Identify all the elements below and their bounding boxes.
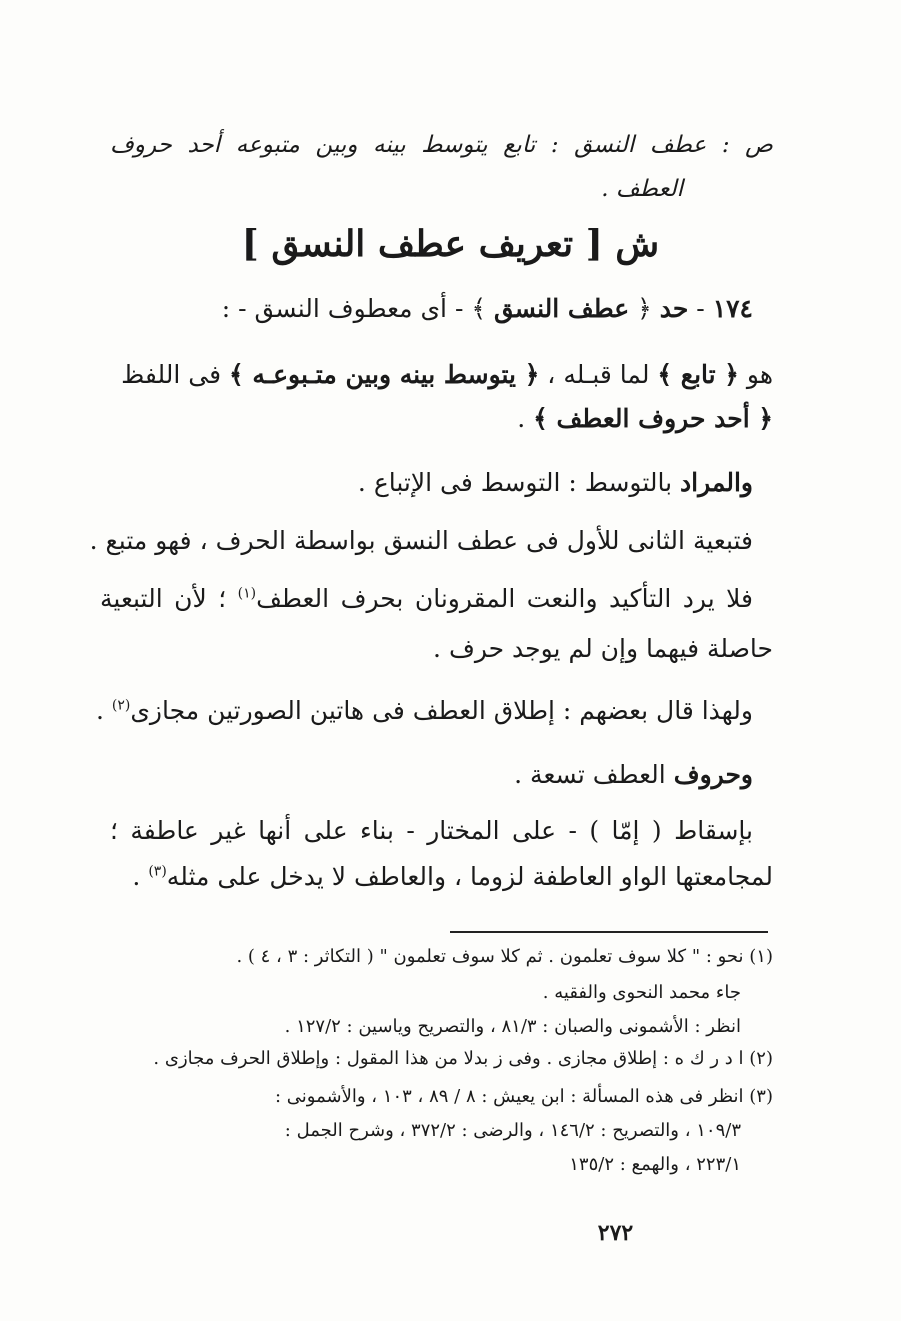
matn-line-1: ص : عطف النسق : تابع يتوسط بينه وبين متبوعه أحد حروف bbox=[110, 132, 773, 158]
footnote-divider bbox=[450, 931, 768, 933]
para5 bbox=[95, 694, 753, 728]
entry-dash: - bbox=[688, 294, 713, 323]
para4-line-2: حاصلة فيهما وإن لم يوجد حرف . bbox=[433, 634, 773, 663]
section-heading: ش [ تعريف عطف النسق ] bbox=[241, 223, 660, 265]
para1-term-huruf: ﴿ أحد حروف العطف ﴾ bbox=[533, 404, 773, 433]
para6-bold: وحروف bbox=[673, 760, 753, 789]
footnote-1-line-2: جاء محمد النحوى والفقيه . bbox=[542, 982, 741, 1003]
close-bracket: ﴾ bbox=[463, 294, 494, 323]
para1-term-tabi: ﴿ تابع ﴾ bbox=[657, 360, 739, 389]
definition-gloss: - أى معطوف النسق - : bbox=[221, 294, 464, 323]
footnote-1-line-1: (١) نحو : " كلا سوف تعلمون . ثم كلا سوف تعلمون " ( التكاثر : ٣ ، ٤ ) . bbox=[236, 946, 773, 967]
footnote-ref-3: (٣) bbox=[148, 863, 167, 880]
para2-text: بالتوسط : التوسط فى الإتباع . bbox=[357, 468, 681, 497]
para4-text: فلا يرد التأكيد والنعت المقرونان بحرف العطف bbox=[256, 584, 753, 613]
para2 bbox=[110, 466, 753, 500]
para1-text: لما قبـله ، bbox=[539, 360, 658, 389]
para1-line-2 bbox=[110, 402, 773, 436]
open-bracket: ﴿ bbox=[629, 294, 660, 323]
entry-number: ١٧٤ bbox=[712, 294, 753, 323]
para5-text: ولهذا قال بعضهم : إطلاق العطف فى هاتين الصورتين مجازى bbox=[130, 696, 753, 725]
definition-line bbox=[110, 292, 753, 326]
page-number: ٢٧٢ bbox=[597, 1220, 634, 1246]
para4-line-1 bbox=[100, 582, 753, 616]
para7-text: لمجامعتها الواو العاطفة لزوما ، والعاطف لا يدخل على مثله bbox=[166, 862, 773, 891]
para1-line-1 bbox=[110, 358, 773, 392]
para4-text: ؛ لأن التبعية bbox=[100, 584, 238, 613]
para6-text: العطف تسعة . bbox=[514, 760, 674, 789]
para3: فتبعية الثانى للأول فى عطف النسق بواسطة الحرف ، فهو متبع . bbox=[89, 526, 753, 555]
para1-text: هو bbox=[738, 360, 773, 389]
para7-line-1: بإسقاط ( إمّا ) - على المختار - بناء على أنها غير عاطفة ؛ bbox=[110, 816, 753, 845]
para1-text: فى اللفظ bbox=[121, 360, 230, 389]
para2-bold: والمراد bbox=[680, 468, 753, 497]
matn-line-2: العطف . bbox=[601, 176, 683, 202]
footnote-3-line-1: (٣) انظر فى هذه المسألة : ابن يعيش : ٨ / ٨٩ ، ١٠٣ ، والأشمونى : bbox=[274, 1086, 773, 1107]
footnote-ref-1: (١) bbox=[237, 585, 257, 602]
footnote-3-line-2: ١٠٩/٣ ، والتصريح : ١٤٦/٢ ، والرضى : ٣٧٢/٢ ، وشرح الجمل : bbox=[284, 1120, 741, 1141]
footnote-1-line-3: انظر : الأشمونى والصبان : ٨١/٣ ، والتصريح وياسين : ١٢٧/٢ . bbox=[284, 1016, 741, 1037]
footnote-ref-2: (٢) bbox=[111, 697, 131, 714]
para7-line-2 bbox=[110, 860, 773, 894]
para6 bbox=[110, 758, 753, 792]
para1-term-yatawassat: ﴿ يتوسط بينه وبين متـبوعـه ﴾ bbox=[229, 360, 540, 389]
footnote-2: (٢) ا د ر ك ه : إطلاق مجازى . وفى ز بدلا من هذا المقول : وإطلاق الحرف مجازى . bbox=[153, 1048, 773, 1069]
para5-text: . bbox=[95, 696, 112, 725]
defined-term: عطف النسق bbox=[493, 294, 630, 323]
para1-text: . bbox=[517, 404, 534, 433]
footnote-3-line-3: ٢٢٣/١ ، والهمع : ١٣٥/٢ bbox=[569, 1154, 741, 1175]
para7-text: . bbox=[132, 862, 149, 891]
definition-label: حد bbox=[659, 294, 689, 323]
